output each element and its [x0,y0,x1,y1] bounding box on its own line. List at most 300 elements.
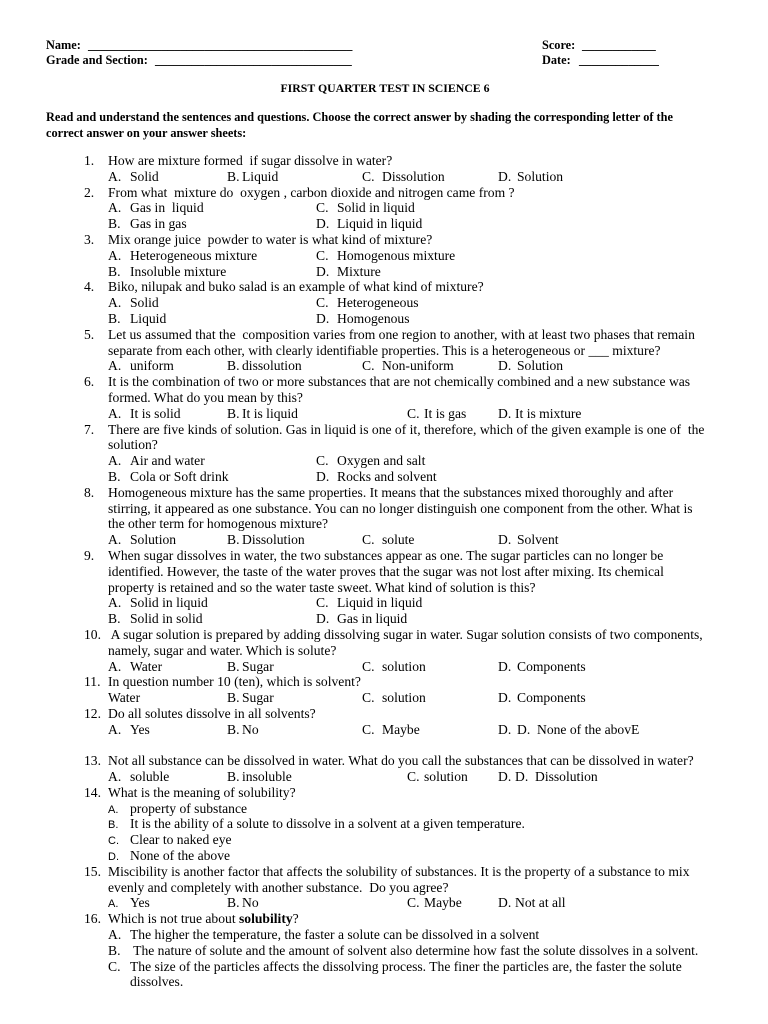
answer-option-c [316,453,425,469]
option-text: insoluble [242,769,292,785]
option-letter: B. [227,769,240,785]
answer-options-row [84,595,734,611]
option-text: Solid [130,295,159,311]
answer-option-c [362,659,426,675]
option-letter: A. [108,453,122,469]
option-text: Homogenous mixture [337,247,456,263]
option-letter: A. [108,405,122,421]
question-text: How are mixture formed if sugar dissolve in water? [108,153,393,168]
option-text: solution [424,769,468,785]
question-text-line [84,232,734,248]
question-number: 16. [84,911,101,927]
question-text: From what mixture do oxygen , carbon dioxide and nitrogen came from ? [108,184,515,200]
option-letter: B. [227,405,240,421]
option-text: Solution [517,358,564,374]
option-text: Maybe [424,895,462,911]
option-text: Solvent [517,532,559,548]
option-letter: D. [498,658,512,674]
option-text: Solution [130,532,177,548]
option-letter: B. [108,216,121,232]
answer-option-row [84,943,734,959]
question-text-line [84,437,734,453]
question-text: Biko, nilupak and buko salad is an example of what kind of mixture? [108,279,484,295]
answer-option-b [108,264,226,280]
option-letter: C. [316,453,329,469]
option-text: Clear to naked eye [130,832,232,848]
question-text: There are five kinds of solution. Gas in liquid is one of it, therefore, which of the given example is one of the [108,421,705,437]
question-number: 14. [84,784,101,800]
question-text: separate from each other, with clearly identifiable properties. This is a heterogeneous or ___ mixture? [108,342,661,358]
option-letter: A. [108,532,122,548]
question-number: 10. [84,626,101,642]
option-text: Cola or Soft drink [130,468,229,484]
option-letter: A. [108,927,122,943]
grade-section-label: Grade and Section: [46,53,148,67]
option-letter: C. [362,658,375,674]
question-number: 12. [84,705,101,721]
answer-options-row [84,358,734,374]
option-letter: B. [227,895,240,911]
option-letter: C. [362,168,375,184]
option-letter: B. [108,310,121,326]
question-text: In question number 10 (ten), which is solvent? [108,674,361,690]
question-7 [84,422,734,485]
answer-option-c [407,895,462,911]
option-letter: D. [498,405,512,421]
option-text: Non-uniform [382,358,454,374]
answer-options-row [84,690,734,706]
text-segment: Which is not true about [108,911,239,927]
option-letter: C. [362,690,375,706]
answer-option-d [498,690,586,706]
option-text: Dissolution [242,532,305,548]
option-text: Water [108,690,141,706]
answer-option-b [108,611,203,627]
question-text-line [84,516,734,532]
question-text-line [84,674,734,690]
question-text: evenly and completely with another substance. Do you agree? [108,879,449,895]
question-number: 15. [84,863,101,879]
option-text: Solid [130,168,159,184]
option-text: Oxygen and salt [337,453,426,469]
question-text-line [84,185,734,201]
option-letter: A. [108,200,122,216]
option-letter: D. [316,611,330,627]
question-number: 1. [84,153,95,168]
answer-option-d [316,311,410,327]
option-text: Yes [130,895,150,911]
question-text-line [84,422,734,438]
answer-option-row [84,816,734,832]
answer-option-d [498,769,598,785]
question-text: Do all solutes dissolve in all solvents? [108,705,316,721]
answer-option-b [227,406,298,422]
option-text: Air and water [130,453,205,469]
answer-option-a [108,406,181,422]
option-text: Sugar [242,690,274,706]
option-text: Liquid [130,310,167,326]
option-letter: B. [227,721,240,737]
option-text: Solid in solid [130,611,203,627]
option-text: It is mixture [515,405,582,421]
option-letter: D. [498,769,512,785]
answer-option-b [108,311,166,327]
answer-options-row [84,248,734,264]
answer-option-row [84,832,734,848]
question-text-line [84,785,734,801]
option-text: Gas in liquid [337,611,408,627]
answer-option-continuation [84,974,734,990]
option-letter: C. [108,835,119,848]
bold-term: solubility [239,911,293,927]
question-number: 7. [84,421,95,437]
option-text: property of substance [130,800,248,816]
question-text: When sugar dissolves in water, the two substances appear as one. The sugar particles can no longer be [108,547,664,563]
answer-option-c [407,406,466,422]
option-text: Solid in liquid [130,595,208,611]
question-14 [84,785,734,864]
option-text: Gas in gas [130,216,187,232]
answer-option-b [227,690,274,706]
question-text: the other term for homogenous mixture? [108,516,329,532]
name-blank: ___________________________________________ [88,38,353,52]
question-list [84,153,734,990]
answer-option-a [108,169,159,185]
option-letter: C. [108,958,121,974]
option-text: dissolution [242,358,302,374]
answer-options-row [84,895,734,911]
question-text-line [84,706,734,722]
answer-option-a [108,595,208,611]
option-text: It is solid [130,405,181,421]
question-number: 2. [84,184,95,200]
option-text: Components [517,658,586,674]
question-1 [84,153,734,185]
answer-option-d [316,611,407,627]
question-text: solution? [108,437,158,453]
answer-option-c [362,532,414,548]
answer-option-a [108,722,150,738]
option-text: It is gas [424,405,467,421]
option-letter: D. [316,468,330,484]
option-letter: C. [407,895,420,911]
question-text-line [84,580,734,596]
question-number: 9. [84,547,95,563]
option-letter: A. [108,721,122,737]
answer-option-a [108,927,539,943]
option-text: solute [382,532,415,548]
test-instructions: Read and understand the sentences and questions. Choose the correct answer by shading the corresponding letter of the correct answer on your answer sheets: [46,110,673,140]
answer-option-d [316,216,422,232]
option-letter: C. [407,769,420,785]
answer-option-b [108,469,229,485]
option-letter: D. [498,358,512,374]
answer-options-row [84,406,734,422]
option-text: Heterogeneous mixture [130,247,258,263]
score-label: Score: [542,38,576,52]
test-title: FIRST QUARTER TEST IN SCIENCE 6 [280,81,490,95]
answer-option-b [227,358,302,374]
answer-option-c [362,358,454,374]
answer-option-d [316,469,437,485]
option-text: Sugar [242,658,274,674]
option-letter: C. [316,247,329,263]
option-letter: D. [316,263,330,279]
question-number: 11. [84,674,101,690]
question-text-line [84,911,734,927]
answer-option-b [227,722,259,738]
option-letter: A. [108,898,119,911]
question-number: 3. [84,231,95,247]
answer-option-a [108,659,162,675]
answer-option-c [362,722,420,738]
option-letter: A. [108,658,122,674]
question-number: 5. [84,326,95,342]
answer-options-row [84,769,734,785]
option-text: The nature of solute and the amount of solvent also determine how fast the solute dissolves in a solvent. [130,942,699,958]
answer-option-c [362,169,445,185]
option-text: The higher the temperature, the faster a solute can be dissolved in a solvent [130,927,540,943]
option-letter: D. [498,721,512,737]
option-text: Insoluble mixture [130,263,227,279]
option-text: Gas in liquid [130,200,204,216]
question-text [108,911,299,927]
option-text: solution [382,658,426,674]
option-text: Not at all [515,895,566,911]
answer-option-c [362,690,426,706]
option-text: Solid in liquid [337,200,415,216]
option-letter: B. [108,942,121,958]
option-letter: A. [108,295,122,311]
option-text: Mixture [337,263,381,279]
option-letter: B. [227,658,240,674]
option-letter: A. [108,168,122,184]
option-letter: D. [498,168,512,184]
option-text: Liquid in liquid [337,216,423,232]
answer-options-row [84,264,734,280]
answer-option-c [316,295,419,311]
answer-option-b [227,659,274,675]
option-text: No [242,895,259,911]
question-16 [84,911,734,990]
option-letter: D. [316,310,330,326]
question-text-line [84,627,734,643]
question-text: formed. What do you mean by this? [108,389,303,405]
question-text: It is the combination of two or more substances that are not chemically combined and a new substance was [108,374,691,390]
option-letter: A. [108,358,122,374]
answer-options-row [84,295,734,311]
answer-option-b [227,769,292,785]
option-text: Rocks and solvent [337,468,437,484]
option-text: The size of the particles affects the dissolving process. The finer the particles are, the faster the solute [130,958,682,974]
answer-option-d [498,169,563,185]
answer-option-row [84,848,734,864]
option-text: D. None of the abovE [517,721,640,737]
answer-options-row [84,311,734,327]
option-text: None of the above [130,848,231,864]
question-text-line [84,390,734,406]
option-letter: C. [316,595,329,611]
answer-option-d [498,406,581,422]
option-letter: B. [227,690,240,706]
question-3 [84,232,734,279]
question-12 [84,706,734,738]
question-number: 4. [84,279,95,295]
option-letter: C. [362,358,375,374]
question-9 [84,548,734,627]
answer-option-d [498,895,566,911]
text-segment: ? [292,911,299,927]
answer-option-b [227,532,305,548]
answer-option-c [316,248,455,264]
answer-option-b [227,895,259,911]
question-number: 8. [84,484,95,500]
question-text-line [84,485,734,501]
option-text: Liquid in liquid [337,595,423,611]
score-blank: ____________ [582,38,656,52]
option-letter: D. [498,690,512,706]
answer-options-row [84,659,734,675]
answer-option-b [108,943,698,959]
option-letter: A. [108,803,119,816]
question-2 [84,185,734,232]
question-text-line [84,279,734,295]
option-letter: C. [407,405,420,421]
question-text-line [84,153,734,169]
answer-option-c [316,595,422,611]
answer-options-row [84,469,734,485]
answer-option-b [227,169,278,185]
answer-option-d [498,722,639,738]
question-text: Let us assumed that the composition varies from one region to another, with at least two phases that remain [108,326,695,342]
name-label: Name: [46,38,81,52]
answer-options-row [84,169,734,185]
option-text: uniform [130,358,174,374]
option-letter: B. [227,358,240,374]
question-text: Not all substance can be dissolved in water. What do you call the substances that can be dissolved in water? [108,753,694,769]
answer-option-a [108,248,257,264]
option-text: D. Dissolution [515,769,598,785]
answer-options-row [84,611,734,627]
option-text: solution [382,690,426,706]
answer-option-a [108,200,204,216]
option-text: It is liquid [242,405,298,421]
answer-options-row [84,453,734,469]
option-letter: D. [108,851,119,864]
answer-option-d [316,264,381,280]
option-text: Homogenous [337,310,410,326]
answer-option-b [108,216,187,232]
answer-option-a [108,358,174,374]
question-11 [84,674,734,706]
answer-option-a [108,532,176,548]
option-text: No [242,721,259,737]
question-10 [84,627,734,674]
question-text: namely, sugar and water. Which is solute? [108,642,337,658]
question-text-line [84,864,734,880]
option-letter: B. [108,468,121,484]
question-text: property is retained and so the water taste sweet. What kind of solution is this? [108,579,536,595]
answer-options-row [84,532,734,548]
option-letter: B. [227,532,240,548]
question-15 [84,864,734,911]
answer-option-row [84,959,734,975]
question-text: stirring, it appeared as one substance. You can no longer distinguish one component from the other. What is [108,500,693,516]
answer-options-row [84,200,734,216]
option-letter: D. [498,895,512,911]
option-letter: C. [362,721,375,737]
grade-section-blank: ________________________________ [155,53,352,67]
answer-option-a [108,295,159,311]
question-text-line [84,343,734,359]
blank-line [84,737,734,753]
question-text: identified. However, the taste of the water proves that the sugar was not lost after mixing. Its chemical [108,563,664,579]
answer-option-d [498,532,559,548]
option-letter: C. [362,532,375,548]
option-text: Components [517,690,586,706]
option-text: Solution [517,168,564,184]
question-text-line [84,880,734,896]
option-letter: B. [108,819,119,832]
answer-option-row [84,927,734,943]
option-text: Liquid [242,168,279,184]
option-letter: A. [108,769,122,785]
option-letter: B. [108,611,121,627]
option-text: Water [130,658,163,674]
option-text: It is the ability of a solute to dissolve in a solvent at a given temperature. [130,816,525,832]
answer-option-c [407,769,468,785]
option-text: Yes [130,721,150,737]
option-text: Heterogeneous [337,295,419,311]
date-blank: _____________ [579,53,659,67]
question-text: Miscibility is another factor that affects the solubility of substances. It is the property of a substance to mix [108,863,690,879]
date-label: Date: [542,53,571,67]
option-letter: C. [316,295,329,311]
question-number: 6. [84,374,95,390]
answer-option-a [108,453,205,469]
question-text-line [84,374,734,390]
question-text: Mix orange juice powder to water is what kind of mixture? [108,231,433,247]
option-letter: A. [108,247,122,263]
question-13 [84,753,734,785]
option-letter: A. [108,595,122,611]
question-text-line [84,501,734,517]
question-text: A sugar solution is prepared by adding dissolving sugar in water. Sugar solution consists of two components, [108,626,703,642]
answer-option-unlabeled [108,690,140,706]
question-text-line [84,753,734,769]
question-text: Homogeneous mixture has the same properties. It means that the substances mixed thoroughly and after [108,484,674,500]
option-text: dissolves. [130,974,184,990]
option-letter: D. [498,532,512,548]
option-text: Dissolution [382,168,445,184]
question-4 [84,279,734,326]
answer-option-c [316,200,415,216]
question-6 [84,374,734,421]
answer-option-a [108,769,169,785]
option-text: soluble [130,769,170,785]
question-text: What is the meaning of solubility? [108,784,296,800]
question-text-line [84,643,734,659]
question-text-line [84,564,734,580]
question-text-line [84,548,734,564]
answer-option-d [498,659,586,675]
option-letter: B. [108,263,121,279]
answer-option-row [84,801,734,817]
question-8 [84,485,734,548]
question-text-line [84,327,734,343]
option-text: Maybe [382,721,420,737]
question-number: 13. [84,753,101,769]
